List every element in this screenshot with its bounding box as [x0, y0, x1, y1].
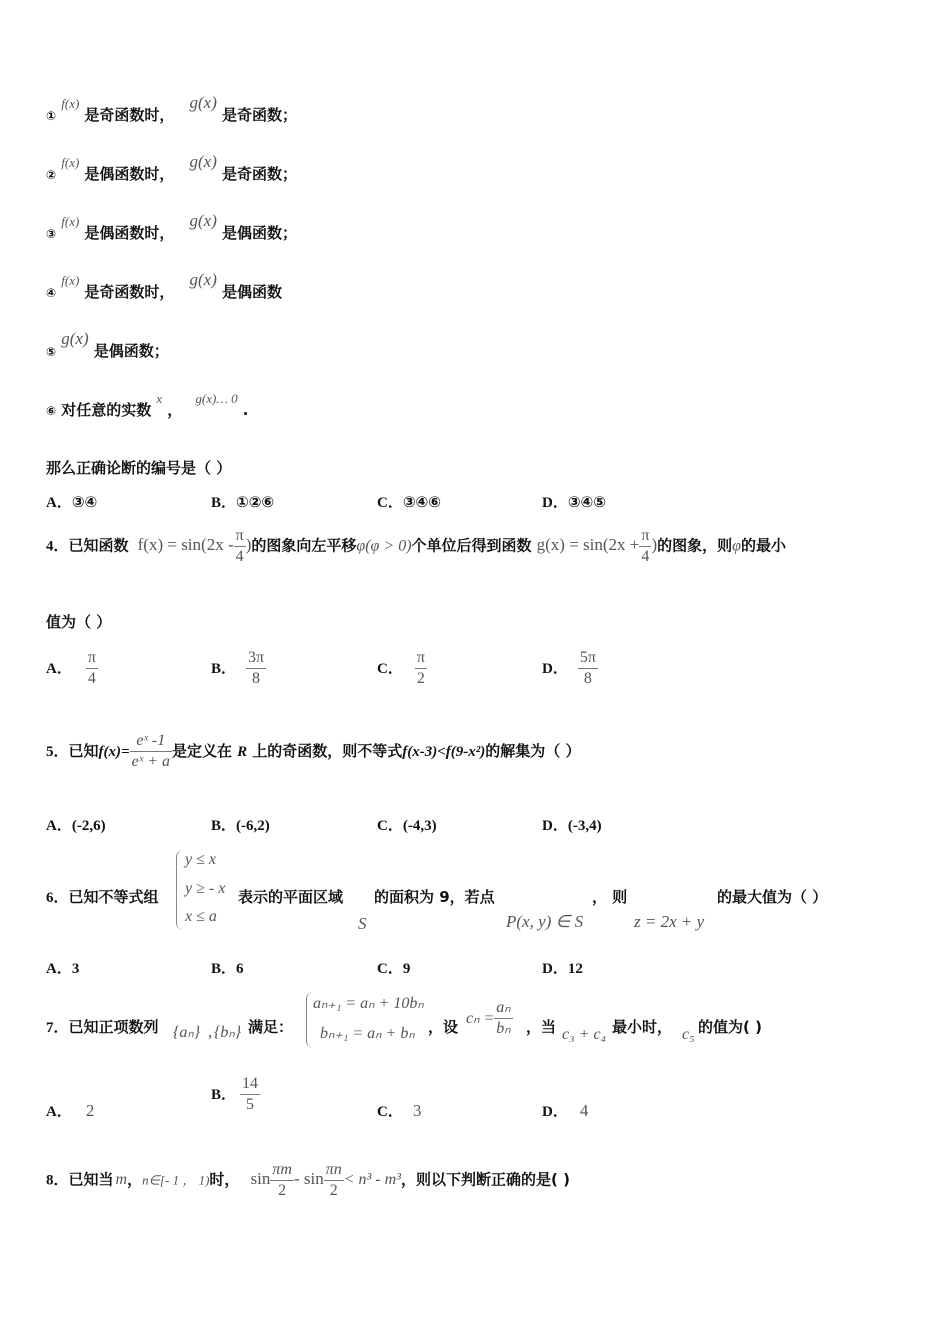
q5-option-b[interactable] [211, 814, 270, 835]
option-label: B． [211, 495, 237, 511]
q3-option-d[interactable] [542, 491, 606, 512]
stem-text: 的解集为（ ） [485, 742, 581, 760]
fraction-numerator: 14 [240, 1074, 260, 1095]
item-1 [46, 93, 297, 125]
option-label: D． [542, 961, 568, 977]
option-value: (-2,6) [71, 818, 106, 834]
q7-sequence-b: {bₙ} [214, 1024, 242, 1041]
stem-text: 时， [209, 1170, 240, 1189]
option-label: A． [46, 818, 72, 834]
q7-system-line-2: bₙ₊₁ = aₙ + bₙ [320, 1025, 415, 1042]
q6-system-brace [176, 850, 183, 930]
pi-n-over-2 [324, 1160, 344, 1201]
q3-question: 那么正确论断的编号是（ ） [46, 459, 232, 477]
fraction-denominator: 4 [641, 548, 650, 565]
option-label: A． [46, 495, 72, 511]
item-text: 是偶函数； [93, 342, 169, 360]
q7-stem-text: 的值为( ) [698, 1018, 762, 1036]
gx-formula: g(x) [189, 270, 217, 289]
fraction-denominator: 2 [329, 1182, 338, 1199]
sin-inequality [250, 1161, 401, 1199]
q4-option-b[interactable] [211, 648, 266, 689]
item-mark: ① [46, 109, 57, 123]
formula-part: ) [245, 535, 252, 555]
q7-c5: c₅ [682, 1026, 695, 1043]
q6-point-in-S: P(x, y) ∈ S [506, 912, 584, 931]
fraction-denominator: 4 [235, 548, 244, 565]
option-label: D． [542, 1104, 568, 1120]
option-value: ③④⑥ [402, 493, 441, 511]
stem-text: 个单位后得到函数 [411, 536, 532, 555]
q4-stem-continued: 值为（ ） [46, 613, 112, 631]
fraction-numerator: πn [324, 1160, 344, 1181]
n-range: n∈[- 1 ， 1) [142, 1172, 210, 1188]
item-mark: ② [46, 168, 57, 182]
fraction-numerator: 3π [246, 648, 266, 669]
q6-objective-z: z = 2x + y [634, 912, 705, 931]
fraction-numerator: π [639, 526, 651, 547]
item-mark: ④ [46, 286, 57, 300]
item-text: 是奇函数； [221, 106, 297, 124]
question-number: 4． [46, 538, 69, 555]
phi-symbol: φ [732, 537, 742, 555]
item-text: 是奇函数时， [84, 283, 175, 301]
gx-formula: g(x) [189, 152, 217, 171]
q6-option-d[interactable] [542, 957, 583, 978]
stem-text: 上的奇函数，则不等式 [252, 742, 403, 760]
q7-stem-text: ，当 [526, 1018, 557, 1036]
option-value: 3 [412, 1101, 422, 1120]
q7-option-a[interactable] [46, 1100, 94, 1121]
item-mark: ⑤ [46, 345, 57, 359]
formula-part: g(x) = sin(2x + [536, 535, 640, 555]
q7-system-line-1: aₙ₊₁ = aₙ + 10bₙ [313, 995, 424, 1012]
option-label: A． [46, 661, 72, 677]
option-value: 9 [402, 961, 411, 977]
fraction-numerator: π [234, 526, 246, 547]
pi-m-over-2 [270, 1160, 294, 1201]
fraction-numerator: aₙ [494, 998, 512, 1019]
fx-formula: f(x) [61, 273, 80, 288]
q4-option-a[interactable] [46, 648, 98, 689]
option-label: A． [46, 961, 72, 977]
option-value: (-4,3) [402, 818, 437, 834]
x-variable: x [156, 391, 163, 406]
q7-sequence-a: {aₙ} [173, 1024, 201, 1041]
option-label: D． [542, 495, 568, 511]
question-number: 6． [46, 890, 69, 906]
option-value: ③④⑤ [567, 493, 606, 511]
q6-stem-text: 的最大值为（ ） [717, 888, 828, 906]
q5-fraction [130, 731, 172, 772]
q6-stem-text: ， 则 [592, 888, 628, 906]
q7-option-c[interactable] [377, 1100, 421, 1121]
g-formula [536, 527, 658, 565]
q3-option-b[interactable] [211, 491, 274, 512]
pi-over-4-fraction [639, 526, 651, 567]
formula-part: ) [651, 535, 658, 555]
q4-option-c[interactable] [377, 648, 427, 689]
fraction-denominator: bₙ [496, 1020, 511, 1037]
item-text: ， [167, 401, 183, 419]
q3-option-a[interactable] [46, 491, 97, 512]
q6-stem-text: 表示的平面区域 [238, 888, 344, 906]
q6-option-a[interactable] [46, 957, 79, 978]
option-label: C． [377, 661, 403, 677]
stem-text: ， [127, 1170, 143, 1189]
q4-option-d[interactable] [542, 648, 598, 689]
a-over-b-fraction [494, 998, 512, 1039]
q7-stem-text: 最小时， [612, 1018, 673, 1036]
fraction-denominator: 4 [87, 670, 96, 687]
option-label: D． [542, 661, 568, 677]
fraction-numerator: πm [270, 1160, 294, 1181]
option-label: B． [211, 961, 237, 977]
q6-system-line-1: y ≤ x [185, 851, 216, 868]
item-text: 是偶函数 [221, 283, 282, 301]
item-4 [46, 270, 282, 302]
fraction-denominator: 2 [278, 1182, 287, 1199]
q7-system-brace [306, 992, 313, 1048]
q3-option-c[interactable] [377, 491, 441, 512]
gx-nonneg-formula: g(x)… 0 [195, 391, 238, 406]
fraction-denominator: 5 [246, 1096, 255, 1113]
formula-part: - sin [293, 1169, 324, 1189]
fraction-numerator: 5π [578, 648, 598, 669]
fraction-denominator: 8 [252, 670, 261, 687]
question-number: 5． [46, 744, 69, 760]
option-label: C． [377, 1104, 403, 1120]
q7-stem-text: 满足： [248, 1018, 294, 1036]
stem-text: 已知函数 [68, 536, 129, 555]
fx-formula: f(x) [61, 96, 80, 111]
option-value: ③④ [71, 493, 98, 511]
q7-option-d[interactable] [542, 1100, 588, 1121]
fraction-denominator: 8 [583, 670, 592, 687]
option-label: B． [211, 1087, 237, 1103]
item-mark: ⑥ [46, 404, 57, 418]
option-fraction [86, 648, 98, 689]
option-label: B． [211, 661, 237, 677]
item-text: . [242, 401, 249, 419]
fraction-numerator: π [86, 648, 98, 669]
item-5 [46, 329, 169, 361]
q6-stem-text: 的面积为 9，若点 [374, 888, 495, 906]
gx-formula: g(x) [61, 329, 89, 348]
option-value: 2 [85, 1101, 95, 1120]
item-3 [46, 211, 297, 243]
item-text: 是奇函数； [221, 165, 297, 183]
stem-text: ，则以下判断正确的是( ) [400, 1170, 570, 1189]
pi-over-4-fraction [234, 526, 246, 567]
q5-option-d[interactable] [542, 814, 602, 835]
fx-formula: f(x) [61, 214, 80, 229]
option-value: 3 [71, 961, 80, 977]
question-number: 7． [46, 1020, 69, 1036]
c-symbol: cₙ = [466, 1010, 495, 1027]
stem-text: 已知正项数列 [68, 1018, 159, 1036]
m-variable: m [115, 1171, 128, 1189]
formula-part: sin [250, 1169, 271, 1189]
item-text: 是偶函数； [221, 224, 297, 242]
stem-text: 的图象，则 [657, 536, 733, 555]
gx-formula: g(x) [189, 211, 217, 230]
option-label: D． [542, 818, 568, 834]
option-label: C． [377, 818, 403, 834]
formula-part: < n³ - m³ [343, 1171, 401, 1189]
option-value: (-6,2) [236, 818, 270, 834]
stem-text: 的图象向左平移 [251, 536, 357, 555]
phi-condition: φ(φ > 0) [356, 537, 412, 555]
option-label: C． [377, 495, 403, 511]
item-text: 是偶函数时， [84, 224, 175, 242]
gx-formula: g(x) [189, 93, 217, 112]
q5-option-a[interactable] [46, 814, 106, 835]
q5-option-c[interactable] [377, 814, 437, 835]
fraction-numerator: eˣ -1 [130, 731, 172, 752]
q4-stem [46, 526, 786, 567]
stem-text: 是定义在 [172, 742, 233, 760]
option-value: ①②⑥ [236, 493, 275, 511]
option-value: 12 [567, 961, 583, 977]
q6-option-b[interactable] [211, 957, 244, 978]
real-set-symbol: R [237, 744, 248, 760]
q6-number [46, 886, 159, 907]
fraction-denominator: 2 [416, 670, 425, 687]
stem-text: 已知 [68, 742, 99, 760]
fraction-numerator: π [415, 648, 427, 669]
option-label: C． [377, 961, 403, 977]
q8-stem [46, 1160, 570, 1201]
option-value: 4 [579, 1101, 589, 1120]
q7-c-definition [466, 998, 513, 1039]
q6-option-c[interactable] [377, 957, 410, 978]
q6-system-line-3: x ≤ a [185, 908, 217, 925]
q7-stem-text: ，设 [428, 1018, 459, 1036]
q6-region-S: S [358, 914, 367, 933]
fraction-denominator: eˣ + a [131, 753, 170, 770]
fx-formula: f(x) [61, 155, 80, 170]
q7-option-b[interactable] [211, 1074, 260, 1115]
q5-stem [46, 731, 580, 772]
item-mark: ③ [46, 227, 57, 241]
stem-text: 已知当 [68, 1170, 114, 1189]
option-fraction [246, 648, 266, 689]
question-number: 8． [46, 1172, 69, 1189]
fx-expression: f(x)= [98, 744, 130, 760]
formula-part: f(x) = sin(2x - [137, 535, 234, 555]
inequality-expression: f(x-3)<f(9-x²) [402, 744, 486, 760]
q7-c3-plus-c4: c₃ + c₄ [562, 1026, 607, 1043]
option-fraction [240, 1074, 260, 1115]
f-formula [137, 527, 252, 565]
q7-separator: , [208, 1022, 213, 1041]
option-value: 6 [236, 961, 244, 977]
q7-number [46, 1016, 159, 1037]
option-fraction [415, 648, 427, 689]
option-label: B． [211, 818, 237, 834]
stem-text: 的最小 [741, 536, 787, 555]
item-text: 是偶函数时， [84, 165, 175, 183]
option-label: A． [46, 1104, 72, 1120]
item-text: 是奇函数时， [84, 106, 175, 124]
item-text: 对任意的实数 [61, 401, 152, 419]
option-fraction [578, 648, 598, 689]
q6-system-line-2: y ≥ - x [185, 880, 226, 897]
item-2 [46, 152, 297, 184]
stem-text: 已知不等式组 [68, 888, 159, 906]
option-value: (-3,4) [567, 818, 602, 834]
